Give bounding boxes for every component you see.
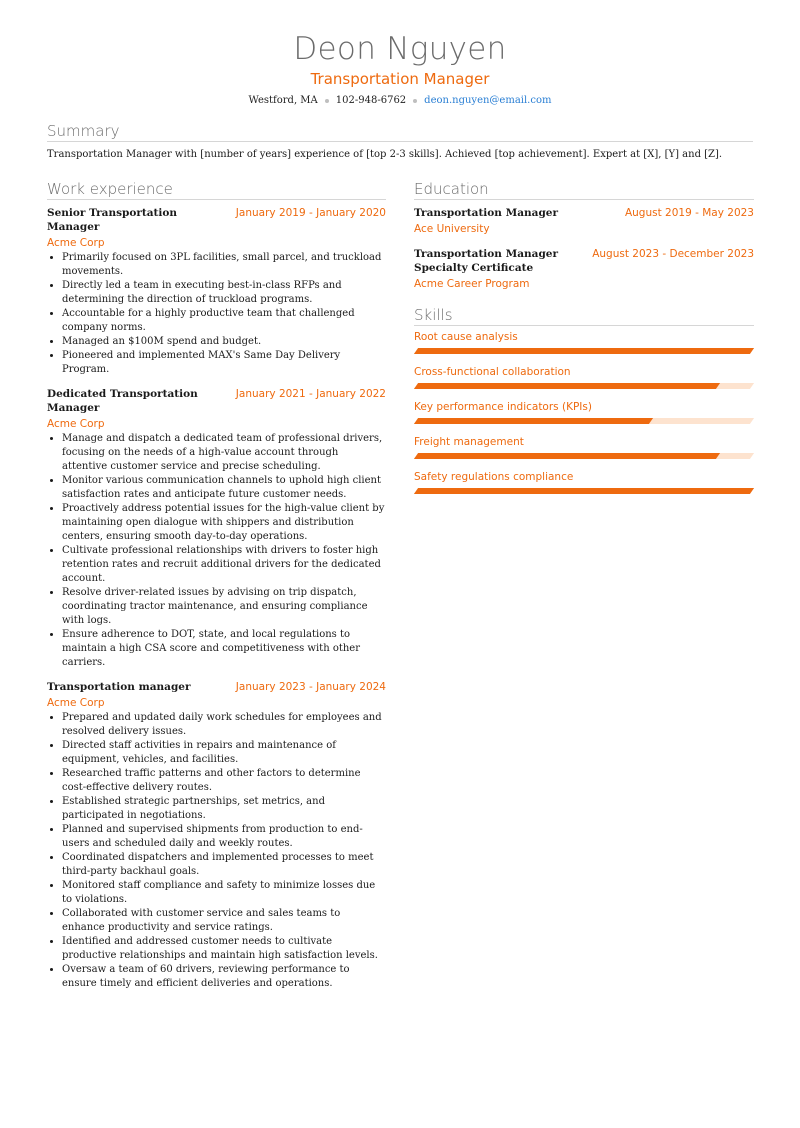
skill-bar-fill <box>414 488 754 494</box>
skill-level-bar <box>414 453 754 459</box>
bullet-item: • Coordinated dispatchers and implemented processes to meet third-party backhaul goals. <box>62 851 386 879</box>
skill-bar-fill <box>414 348 754 354</box>
skill-name: Freight management <box>414 436 524 448</box>
bullet-item: • Accountable for a highly productive team that challenged company norms. <box>62 307 386 335</box>
education-header <box>414 247 754 275</box>
bullet-item: • Ensure adherence to DOT, state, and local regulations to maintain a high CSA score and competitiveness with other carriers. <box>62 628 386 670</box>
phone: 102-948-6762 <box>335 95 407 106</box>
skill-list <box>414 330 754 494</box>
bullet-item: • Monitor various communication channels to uphold high client satisfaction rates and anticipate future customer needs. <box>62 474 386 502</box>
skill-level-bar <box>414 383 754 389</box>
resume-header <box>0 30 800 108</box>
job-header <box>47 206 386 234</box>
location: Westford, MA <box>248 95 318 106</box>
separator-dot-icon <box>325 99 329 103</box>
job-entry <box>47 206 386 377</box>
right-column <box>414 179 754 494</box>
bullet-item: • Proactively address potential issues for the high-value client by maintaining open dialogue with shippers and distribution centers, ensuring smooth day-to-day operations. <box>62 502 386 544</box>
skill-name: Root cause analysis <box>414 331 518 343</box>
job-entry <box>47 387 386 670</box>
bullet-item: • Collaborated with customer service and sales teams to enhance productivity and service ratings. <box>62 907 386 935</box>
education-institution: Acme Career Program <box>414 278 530 290</box>
candidate-role: Transportation Manager <box>310 70 490 88</box>
job-company: Acme Corp <box>47 418 105 430</box>
email-link[interactable]: deon.nguyen@email.com <box>424 95 552 106</box>
job-title: Dedicated Transportation Manager <box>47 388 198 414</box>
bullet-item: • Prepared and updated daily work schedules for employees and resolved delivery issues. <box>62 711 386 739</box>
job-date: January 2021 - January 2022 <box>235 388 386 400</box>
job-header <box>47 680 386 694</box>
skill-level-bar <box>414 348 754 354</box>
education-heading: Education <box>414 180 489 198</box>
bullet-item: • Cultivate professional relationships with drivers to foster high retention rates and recruit additional drivers for the dedicated account. <box>62 544 386 586</box>
education-institution: Ace University <box>414 223 490 235</box>
skill-level-bar <box>414 488 754 494</box>
bullet-item: • Manage and dispatch a dedicated team of professional drivers, focusing on the needs of a high-value account through attentive customer service and precise scheduling. <box>62 432 386 474</box>
job-title: Transportation manager <box>47 681 191 693</box>
skills-heading: Skills <box>414 306 453 324</box>
skill-entry <box>414 330 754 354</box>
section-divider <box>47 199 386 200</box>
skill-entry <box>414 400 754 424</box>
job-company: Acme Corp <box>47 237 105 249</box>
skill-name: Cross-functional collaboration <box>414 366 571 378</box>
education-entry <box>414 206 754 236</box>
skill-bar-fill <box>414 418 653 424</box>
bullet-item: • Established strategic partnerships, set metrics, and participated in negotiations. <box>62 795 386 823</box>
job-date: January 2023 - January 2024 <box>235 681 386 693</box>
bullet-item: • Identified and addressed customer needs to cultivate productive relationships and maintain high satisfaction levels. <box>62 935 386 963</box>
summary-text: Transportation Manager with [number of years] experience of [top 2-3 skills]. Achieved [top achievement]. Expert at [X], [Y] and [Z]. <box>47 149 723 160</box>
education-header <box>414 206 754 220</box>
skill-bar-fill <box>414 383 721 389</box>
bullet-item: • Managed an $100M spend and budget. <box>62 335 386 349</box>
job-bullets <box>47 251 386 377</box>
summary-section <box>47 121 753 162</box>
separator-dot-icon <box>413 99 417 103</box>
job-company: Acme Corp <box>47 697 105 709</box>
work-experience-section <box>47 179 386 991</box>
skill-entry <box>414 365 754 389</box>
bullet-item: • Primarily focused on 3PL facilities, small parcel, and truckload movements. <box>62 251 386 279</box>
section-divider <box>47 141 753 142</box>
section-divider <box>414 199 754 200</box>
work-heading: Work experience <box>47 180 173 198</box>
bullet-item: • Planned and supervised shipments from production to end-users and scheduled daily and weekly routes. <box>62 823 386 851</box>
bullet-item: • Researched traffic patterns and other factors to determine cost-effective delivery routes. <box>62 767 386 795</box>
bullet-item: • Pioneered and implemented MAX's Same Day Delivery Program. <box>62 349 386 377</box>
job-bullets <box>47 432 386 670</box>
skill-bar-fill <box>414 453 721 459</box>
education-entry <box>414 247 754 291</box>
education-title: Transportation Manager Specialty Certificate <box>414 248 559 274</box>
education-section <box>414 179 754 291</box>
job-entry <box>47 680 386 991</box>
bullet-item: • Directly led a team in executing best-in-class RFPs and determining the direction of truckload programs. <box>62 279 386 307</box>
skill-entry <box>414 470 754 494</box>
summary-heading: Summary <box>47 122 120 140</box>
section-divider <box>414 325 754 326</box>
skill-name: Safety regulations compliance <box>414 471 574 483</box>
job-header <box>47 387 386 415</box>
skills-section <box>414 305 754 494</box>
bullet-item: • Monitored staff compliance and safety to minimize losses due to violations. <box>62 879 386 907</box>
bullet-item: • Oversaw a team of 60 drivers, reviewing performance to ensure timely and efficient deliveries and operations. <box>62 963 386 991</box>
skill-level-bar <box>414 418 754 424</box>
job-title: Senior Transportation Manager <box>47 207 178 233</box>
education-list <box>414 206 754 291</box>
skill-entry <box>414 435 754 459</box>
candidate-name: Deon Nguyen <box>293 31 507 67</box>
job-list <box>47 206 386 991</box>
skill-name: Key performance indicators (KPIs) <box>414 401 592 413</box>
bullet-item: • Directed staff activities in repairs and maintenance of equipment, vehicles, and facilities. <box>62 739 386 767</box>
education-date: August 2019 - May 2023 <box>624 207 754 219</box>
education-date: August 2023 - December 2023 <box>592 248 754 260</box>
bullet-item: • Resolve driver-related issues by advising on trip dispatch, coordinating tractor maintenance, and ensuring compliance with logs. <box>62 586 386 628</box>
contact-line <box>0 94 800 108</box>
job-bullets <box>47 711 386 991</box>
job-date: January 2019 - January 2020 <box>235 207 386 219</box>
education-title: Transportation Manager <box>414 207 559 219</box>
